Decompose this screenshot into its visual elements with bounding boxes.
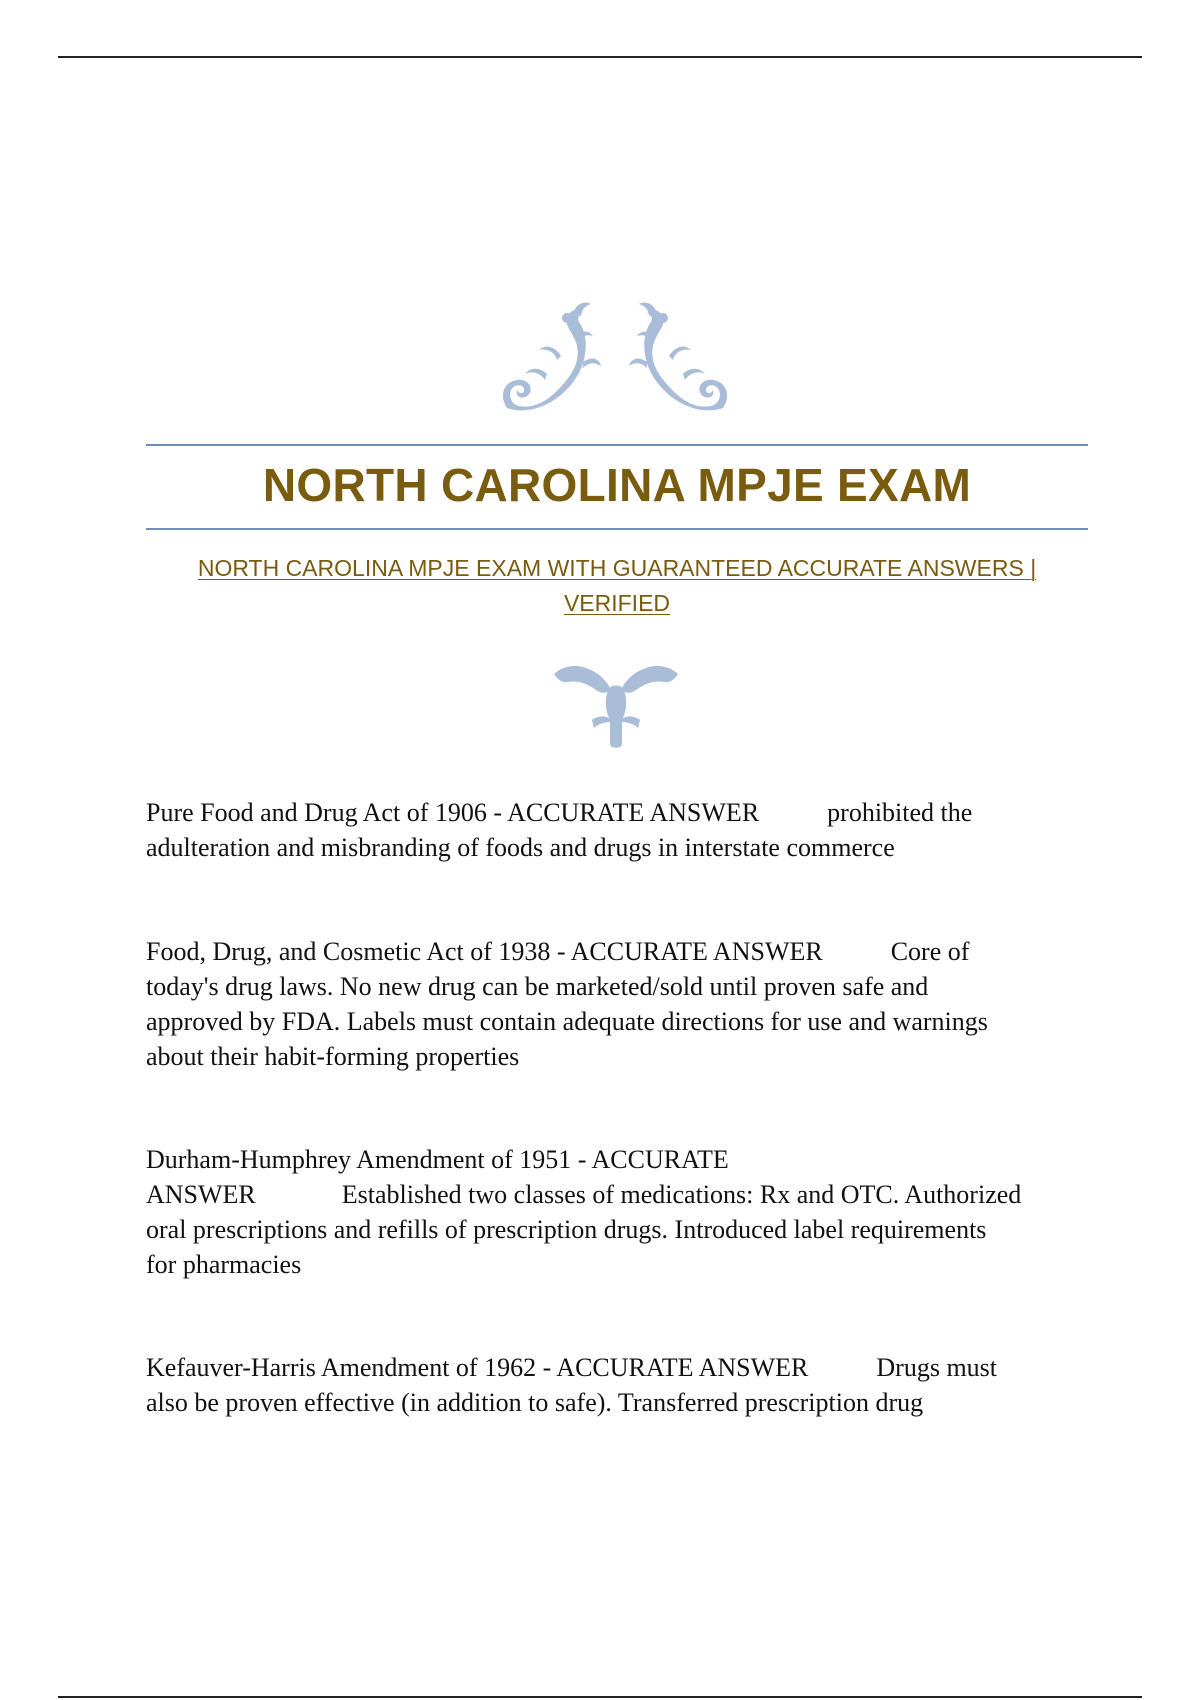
subtitle-line-1: NORTH CAROLINA MPJE EXAM WITH GUARANTEED ACCURATE ANSWERS | [197,555,1037,581]
entry-line [146,934,1076,969]
entry-answer: Established two classes of medications: Rx and OTC. Authorized [341,1180,1022,1209]
entry-answer: Drugs must [876,1353,998,1382]
entry-line: today's drug laws. No new drug can be marketed/sold until proven safe and [146,972,929,1001]
scroll-flourish-icon [495,296,735,426]
title-rule-top [146,444,1088,446]
entry-line: approved by FDA. Labels must contain adequate directions for use and warnings [146,1007,988,1036]
entry-answer: prohibited the [827,798,973,827]
entry-line [146,1350,1076,1385]
title-rule-bottom [146,528,1088,530]
entry-line [146,795,1076,830]
entry-line: adulteration and misbranding of foods and drugs in interstate commerce [146,833,895,862]
subtitle-line-2: VERIFIED [563,590,671,616]
entry-line: oral prescriptions and refills of prescription drugs. Introduced label requirements [146,1215,987,1244]
entry-question: Durham-Humphrey Amendment of 1951 - ACCURATE [146,1145,729,1174]
qa-entry [146,934,1076,1074]
leaf-flourish-icon [552,664,680,750]
entry-question-cont: ANSWER [146,1180,256,1209]
subtitle-link[interactable] [170,551,1064,621]
entry-line [146,1177,1076,1212]
page-top-rule [58,56,1142,58]
qa-entry [146,795,1076,865]
entry-answer: Core of [890,937,970,966]
entry-line: also be proven effective (in addition to safe). Transferred prescription drug [146,1388,924,1417]
page-title: NORTH CAROLINA MPJE EXAM [262,459,972,511]
page-bottom-rule [58,1696,1142,1698]
entry-question: Food, Drug, and Cosmetic Act of 1938 - ACCURATE ANSWER [146,937,823,966]
entry-question: Kefauver-Harris Amendment of 1962 - ACCURATE ANSWER [146,1353,809,1382]
entry-question: Pure Food and Drug Act of 1906 - ACCURATE ANSWER [146,798,760,827]
qa-entry [146,1350,1076,1420]
entry-line: for pharmacies [146,1250,302,1279]
qa-entry [146,1142,1076,1282]
entry-line: about their habit-forming properties [146,1042,520,1071]
